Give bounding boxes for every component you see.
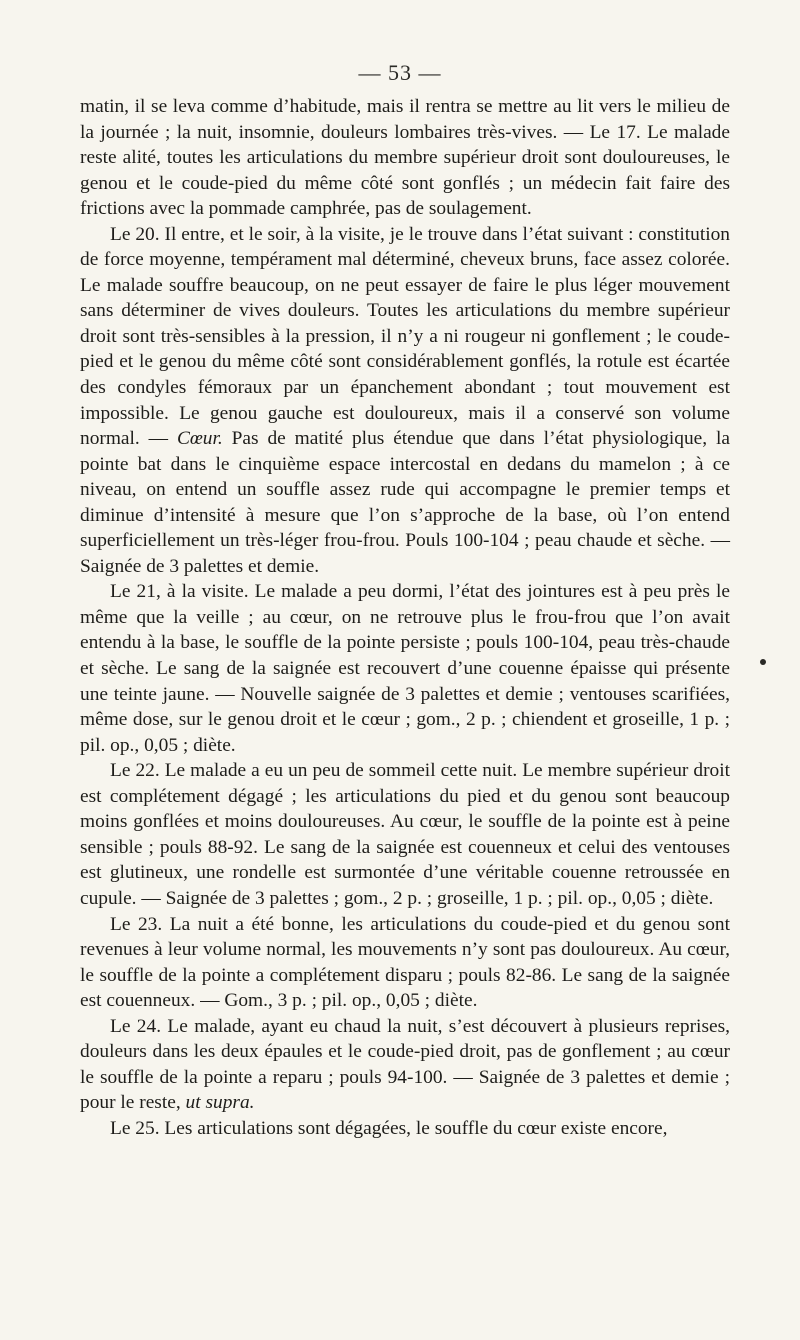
- paragraph-text: Le 21, à la visite. Le malade a peu dormi, l’état des jointures est à peu près le même que la veille ; au cœur, on ne retrouve plus le frou-frou que l’on avait entendu à la base, le souffle de la pointe persiste ; pouls 100-104, peau très-chaude et sèche. Le sang de la saignée est recouvert d’une couenne épaisse qui présente une teinte jaune. — Nouvelle saignée de 3 palettes et demie ; ventouses scarifiées, même dose, sur le genou droit et le cœur ; gom., 2 p. ; chiendent et groseille, 1 p. ; pil. op., 0,05 ; diète.: [80, 581, 730, 756]
- paragraph-text: Le 25. Les articulations sont dégagées, le souffle du cœur existe encore,: [110, 1117, 668, 1139]
- ink-dot-mark: [760, 659, 766, 665]
- paragraph-text: Le 23. La nuit a été bonne, les articulations du coude-pied et du genou sont revenues à leur volume normal, les mouvements n’y sont pas douloureux. Au cœur, le souffle de la pointe a complétement disparu ; pouls 82-86. Le sang de la saignée est couenneux. — Gom., 3 p. ; pil. op., 0,05 ; diète.: [80, 913, 730, 1012]
- paragraph-day-20: [80, 222, 730, 580]
- emphasis-ut-supra: ut supra.: [185, 1092, 255, 1114]
- paragraph-text: Le 22. Le malade a eu un peu de sommeil cette nuit. Le membre supérieur droit est complétement dégagé ; les articulations du pied et du genou sont beaucoup moins gonflées et moins douloureuses. Au cœur, le souffle de la pointe est à peine sensible ; pouls 88-92. Le sang de la saignée est couenneux et celui des ventouses est glutineux, une rondelle est surmontée d’une véritable couenne retroussée en cupule. — Saignée de 3 palettes ; gom., 2 p. ; groseille, 1 p. ; pil. op., 0,05 ; diète.: [80, 760, 730, 909]
- paragraph-day-23: [80, 912, 730, 1014]
- page-number: — 53 —: [358, 60, 442, 85]
- paragraph-text-before: Le 24. Le malade, ayant eu chaud la nuit, s’est découvert à plusieurs reprises, douleurs dans les deux épaules et le coude-pied droit, pas de gonflement ; au cœur le souffle de la pointe a reparu ; pouls 94-100. — Saignée de 3 palettes et demie ; pour le reste,: [80, 1015, 730, 1114]
- paragraph-day-21: [80, 579, 730, 758]
- paragraph-day-25: [80, 1116, 730, 1142]
- paragraph-text-before: Le 20. Il entre, et le soir, à la visite, je le trouve dans l’état suivant : constitution de force moyenne, tempérament mal déterminé, cheveux bruns, face assez colorée. Le malade souffre beaucoup, on ne peut essayer de faire le plus léger mouvement sans déterminer de vives douleurs. Toutes les articulations du membre supérieur droit sont très-sensibles à la pression, il n’y a ni rougeur ni gonflement ; le coude-pied et le genou du même côté sont considérablement gonflés, la rotule est écartée des condyles fémoraux par un épanchement abondant ; tout mouvement est impossible. Le genou gauche est douloureux, mais il a conservé son volume normal. —: [80, 223, 730, 450]
- paragraph-text: matin, il se leva comme d’habitude, mais il rentra se mettre au lit vers le milieu de la journée ; la nuit, insomnie, douleurs lombaires très-vives. — Le 17. Le malade reste alité, toutes les articulations du membre supérieur droit sont douloureuses, le genou et le coude-pied du même côté sont gonflés ; un médecin fait faire des frictions avec la pommade camphrée, pas de soulagement.: [80, 96, 730, 220]
- body-text: [80, 94, 730, 1141]
- paragraph-day-24: [80, 1014, 730, 1116]
- paragraph-continued: [80, 94, 730, 222]
- emphasis-coeur: Cœur.: [176, 428, 223, 450]
- paragraph-day-22: [80, 758, 730, 911]
- paragraph-text-after: Pas de matité plus étendue que dans l’état physiologique, la pointe bat dans le cinquième espace intercostal en dedans du mamelon ; à ce niveau, on entend un souffle assez rude qui accompagne le premier temps et diminue d’intensité à mesure que l’on s’approche de la base, où l’on entend superficiellement un très-léger frou-frou. Pouls 100-104 ; peau chaude et sèche. — Saignée de 3 palettes et demie.: [80, 428, 730, 577]
